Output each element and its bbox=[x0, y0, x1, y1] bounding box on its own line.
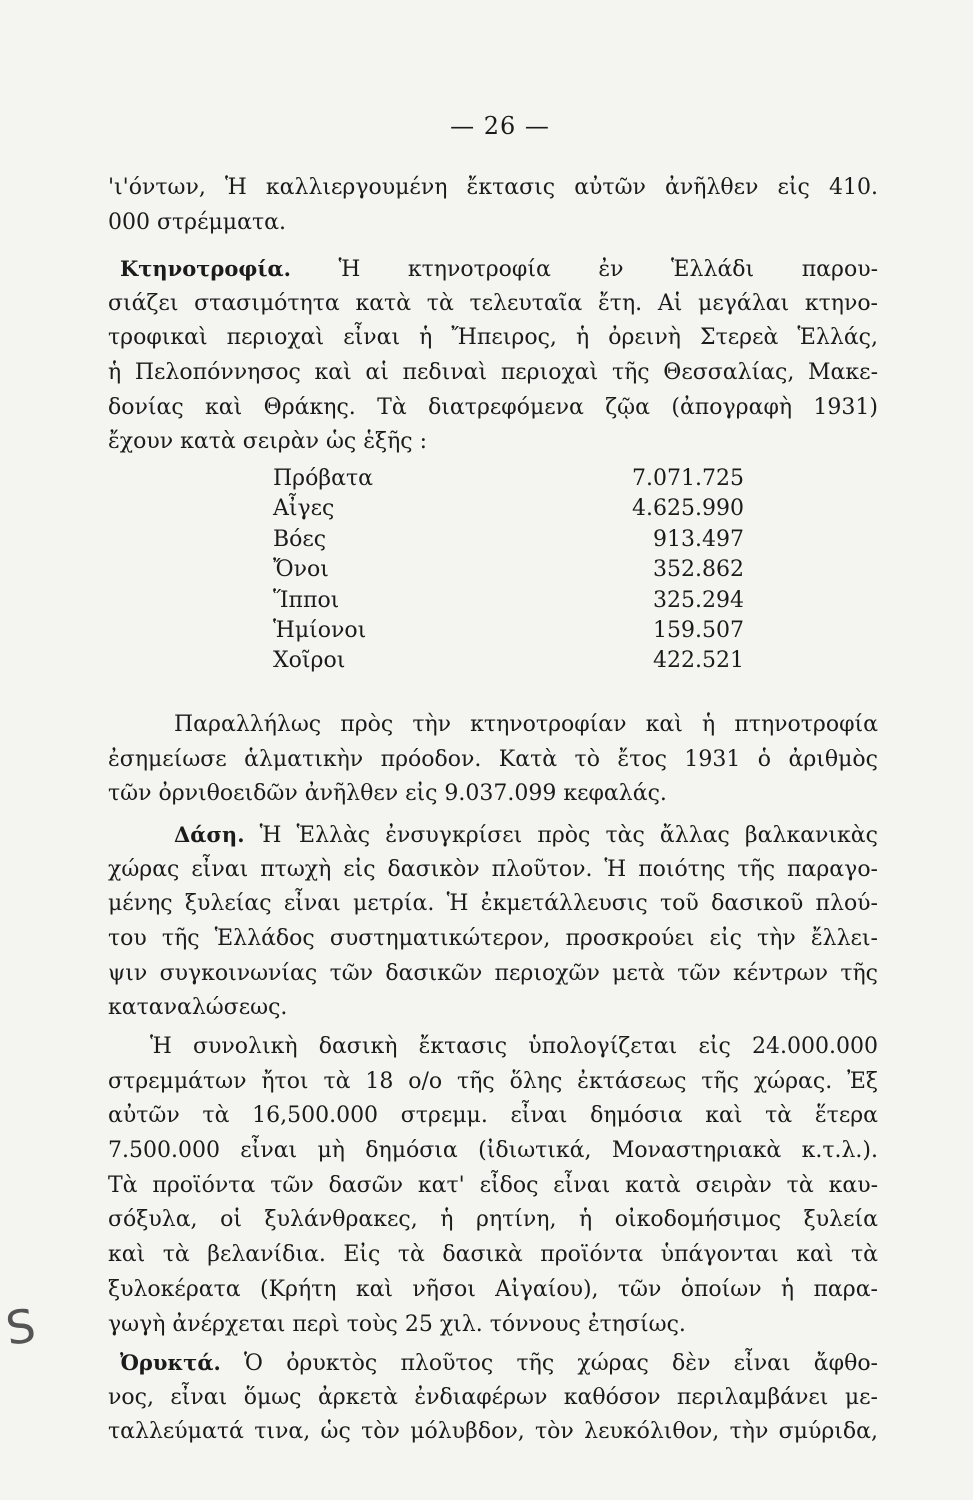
text-line: δονίας καὶ Θράκης. Τὰ διατρεφόμενα ζῷα (ἀπογραφὴ 1931) bbox=[108, 394, 878, 420]
forests-section bbox=[108, 818, 878, 1026]
text-line: ἐσημείωσε ἁλματικὴν πρόοδον. Κατὰ τὸ ἔτος 1931 ὁ ἀριθμὸς bbox=[108, 746, 878, 772]
text-line: καὶ τὰ βελανίδια. Εἰς τὰ δασικὰ προϊόντα ὑπάγονται καὶ τὰ bbox=[108, 1242, 878, 1268]
animal-name: Αἶγες bbox=[273, 496, 335, 522]
text-line: γωγὴ ἀνέρχεται περὶ τοὺς 25 χιλ. τόννους ἐτησίως. bbox=[108, 1311, 686, 1337]
text-line: νος, εἶναι ὅμως ἀρκετὰ ἐνδιαφέρων καθόσον περιλαμβάνει με- bbox=[108, 1384, 878, 1410]
margin-pencil-mark: S bbox=[2, 1298, 39, 1356]
animal-name: Ὄνοι bbox=[273, 557, 329, 583]
animal-count: 325.294 bbox=[653, 587, 744, 613]
text-line: 000 στρέμματα. bbox=[108, 209, 286, 235]
text-line: του τῆς Ἑλλάδος συστηματικώτερον, προσκρούει εἰς τὴν ἔλλει- bbox=[108, 926, 878, 952]
page-number: — 26 — bbox=[450, 112, 550, 140]
animal-count: 159.507 bbox=[653, 617, 744, 643]
text-line: αὐτῶν τὰ 16,500.000 στρεμμ. εἶναι δημόσια καὶ τὰ ἕτερα bbox=[108, 1103, 878, 1129]
forests-heading: Δάση. bbox=[174, 822, 245, 847]
livestock-table bbox=[108, 462, 878, 675]
animal-name: Βόες bbox=[273, 526, 327, 552]
minerals-section bbox=[108, 1346, 878, 1450]
animal-name: Ἵπποι bbox=[273, 587, 340, 613]
text-run: Ἡ κτηνοτροφία ἐν Ἑλλάδι παρου- bbox=[290, 257, 878, 282]
text-line bbox=[108, 252, 878, 287]
text-run: Ἡ Ἑλλὰς ἐνσυγκρίσει πρὸς τὰς ἄλλας βαλκανικὰς bbox=[244, 823, 878, 848]
animal-name: Χοῖροι bbox=[273, 648, 346, 674]
text-line: τροφικαὶ περιοχαὶ εἶναι ἡ Ἤπειρος, ἡ ὀρεινὴ Στερεὰ Ἑλλάς, bbox=[108, 325, 878, 351]
table-row bbox=[108, 553, 878, 583]
text-line: ταλλεύματά τινα, ὡς τὸν μόλυβδον, τὸν λευκόλιθον, τὴν σμύριδα, bbox=[108, 1419, 878, 1445]
animal-count: 913.497 bbox=[653, 526, 744, 552]
text-line: καταναλώσεως. bbox=[108, 995, 288, 1021]
text-line: ἔχουν κατὰ σειρὰν ὡς ἑξῆς : bbox=[108, 429, 428, 455]
table-row bbox=[108, 523, 878, 553]
animal-count: 422.521 bbox=[653, 648, 744, 674]
animal-count: 352.862 bbox=[653, 557, 744, 583]
text-line: στρεμμάτων ἤτοι τὰ 18 ο/ο τῆς ὅλης ἐκτάσεως τῆς χώρας. Ἐξ bbox=[108, 1068, 878, 1094]
table-row bbox=[108, 584, 878, 614]
text-line: σιάζει στασιμότητα κατὰ τὰ τελευταῖα ἔτη. Αἱ μεγάλαι κτηνο- bbox=[108, 290, 878, 316]
table-row bbox=[108, 492, 878, 522]
text-run: Ὁ ὀρυκτὸς πλοῦτος τῆς χώρας δὲν εἶναι ἄφθο- bbox=[220, 1351, 878, 1376]
poultry-paragraph bbox=[108, 708, 878, 812]
text-line bbox=[108, 1346, 878, 1381]
animal-count: 4.625.990 bbox=[632, 496, 744, 522]
text-line: σόξυλα, οἱ ξυλάνθρακες, ἡ ρητίνη, ἡ οἰκοδομήσιμος ξυλεία bbox=[108, 1207, 878, 1233]
animal-count: 7.071.725 bbox=[632, 466, 744, 491]
text-line: τῶν ὀρνιθοειδῶν ἀνῆλθεν εἰς 9.037.099 κεφαλάς. bbox=[108, 781, 667, 807]
table-row bbox=[108, 644, 878, 674]
text-line: ψιν συγκοινωνίας τῶν δασικῶν περιοχῶν μετὰ τῶν κέντρων τῆς bbox=[108, 960, 878, 986]
text-line: μένης ξυλείας εἶναι μετρία. Ἡ ἐκμετάλλευσις τοῦ δασικοῦ πλού- bbox=[108, 891, 878, 917]
text-line: Τὰ προϊόντα τῶν δασῶν κατ' εἶδος εἶναι κατὰ σειρὰν τὰ καυ- bbox=[108, 1172, 878, 1198]
livestock-heading: Κτηνοτροφία. bbox=[120, 256, 291, 281]
text-line bbox=[108, 818, 878, 853]
animal-name: Ἡμίονοι bbox=[273, 617, 367, 643]
text-line: ξυλοκέρατα (Κρήτη καὶ νῆσοι Αἰγαίου), τῶν ὁποίων ἡ παρα- bbox=[108, 1276, 878, 1302]
text-line: χώρας εἶναι πτωχὴ εἰς δασικὸν πλοῦτον. Ἡ ποιότης τῆς παραγο- bbox=[108, 856, 878, 882]
minerals-heading: Ὀρυκτά. bbox=[120, 1350, 221, 1375]
text-line: Ἡ συνολικὴ δασικὴ ἔκτασις ὑπολογίζεται εἰς 24.000.000 bbox=[150, 1034, 878, 1059]
text-line: 'ι'όντων, Ἡ καλλιεργουμένη ἔκτασις αὐτῶν ἀνῆλθεν εἰς 410. bbox=[108, 175, 878, 200]
forest-area-paragraph bbox=[108, 1030, 878, 1342]
text-line: Παραλλήλως πρὸς τὴν κτηνοτροφίαν καὶ ἡ πτηνοτροφία bbox=[174, 712, 878, 737]
animal-name: Πρόβατα bbox=[273, 466, 373, 491]
table-row bbox=[108, 462, 878, 492]
text-line: 7.500.000 εἶναι μὴ δημόσια (ἰδιωτικά, Μοναστηριακὰ κ.τ.λ.). bbox=[108, 1138, 878, 1164]
table-row bbox=[108, 614, 878, 644]
livestock-section bbox=[108, 252, 878, 460]
intro-paragraph bbox=[108, 171, 878, 240]
text-line: ἡ Πελοπόννησος καὶ αἱ πεδιναὶ περιοχαὶ τῆς Θεσσαλίας, Μακε- bbox=[108, 360, 878, 386]
